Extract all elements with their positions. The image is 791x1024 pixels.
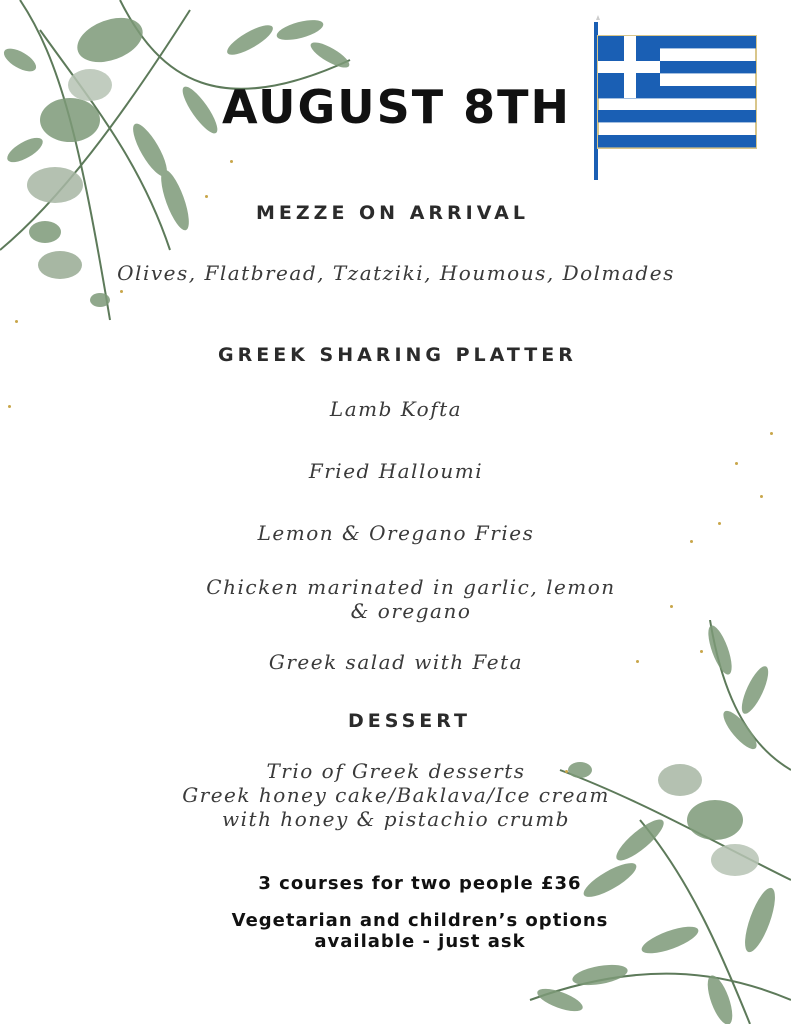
foliage-top-left-icon <box>0 0 380 340</box>
menu-item: Lamb Kofta <box>329 397 463 421</box>
menu-item: Chicken marinated in garlic, lemon & oregano <box>206 575 616 623</box>
dessert-line: Trio of Greek desserts <box>266 759 526 783</box>
options-line-2: available - just ask <box>314 931 526 952</box>
menu-item: Fried Halloumi <box>308 459 484 483</box>
options-line-1: Vegetarian and children’s options <box>231 910 609 931</box>
greece-flag-icon <box>588 14 763 182</box>
platter-heading: GREEK SHARING PLATTER <box>218 344 577 366</box>
dessert-line: with honey & pistachio crumb <box>222 807 570 831</box>
dessert-line: Greek honey cake/Baklava/Ice cream <box>182 783 610 807</box>
mezze-items: Olives, Flatbread, Tzatziki, Houmous, Dolmades <box>117 261 675 285</box>
menu-item: Lemon & Oregano Fries <box>257 521 535 545</box>
dessert-heading: DESSERT <box>348 710 471 732</box>
price-text: 3 courses for two people £36 <box>258 873 582 894</box>
menu-item: Greek salad with Feta <box>268 650 524 674</box>
mezze-heading: MEZZE ON ARRIVAL <box>256 202 529 224</box>
page-title: AUGUST 8TH <box>222 80 572 134</box>
